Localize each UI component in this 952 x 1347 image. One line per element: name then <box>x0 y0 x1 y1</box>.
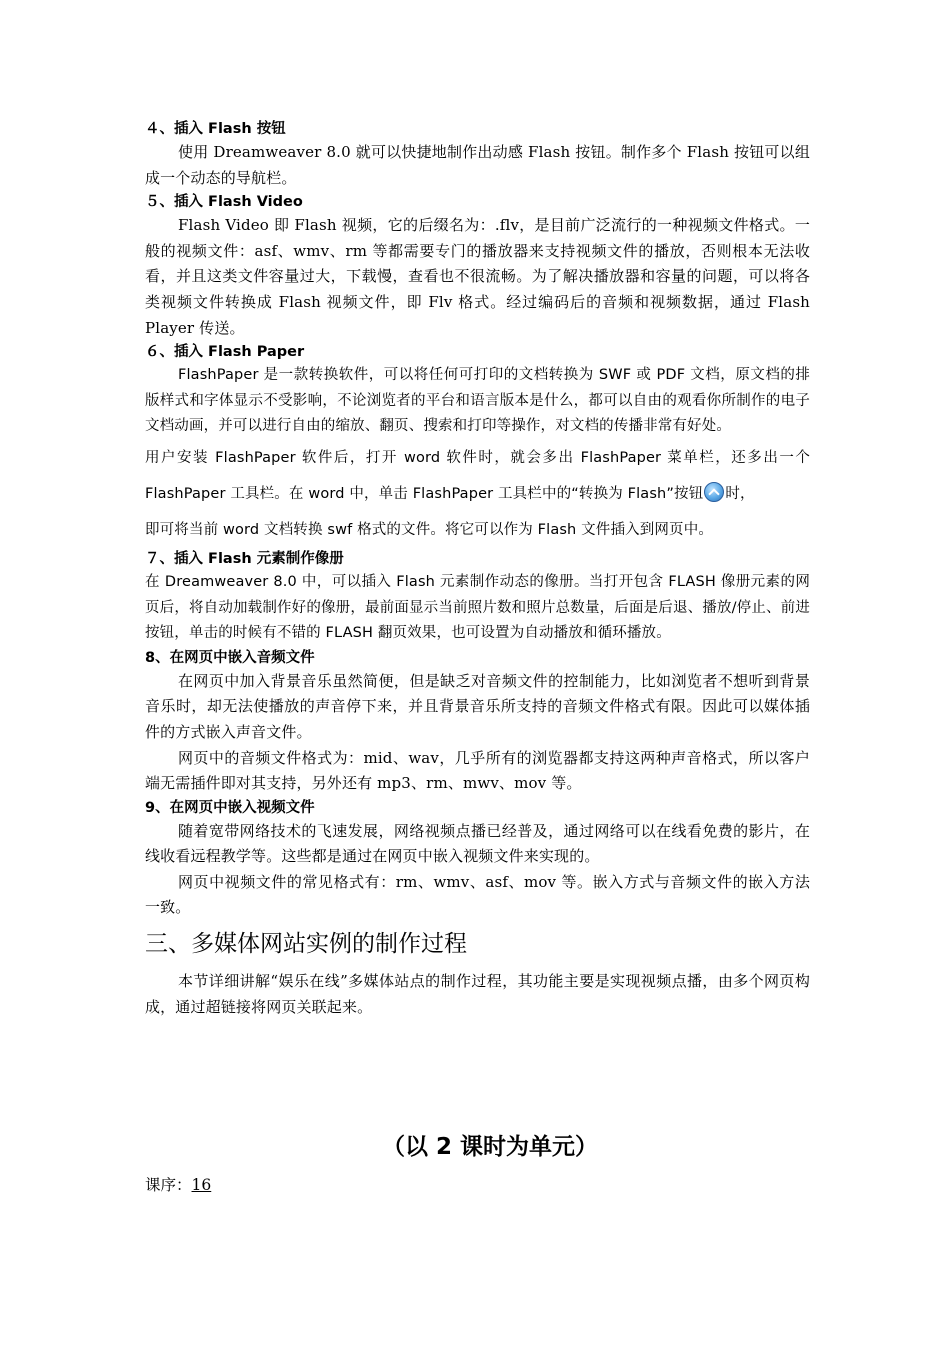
heading-embed-audio: 8、在网页中嵌入音频文件 <box>145 649 315 666</box>
heading-insert-flash-paper: ６、插入 Flash Paper <box>145 344 305 361</box>
unit-heading: （以 2 课时为单元） <box>381 1134 599 1160</box>
paragraph-embed-audio-1: 在网页中加入背景音乐虽然简便，但是缺乏对音频文件的控制能力，比如浏览者不想听到背景音乐时，却无法使播放的声音停下来，并且背景音乐所支持的音频文件格式有限。因此可以媒体插件的方式嵌入声音文件。 <box>145 671 810 741</box>
heading-insert-flash-video: ５、插入 Flash Video <box>145 194 303 211</box>
usage-text-part2: 时， <box>725 485 755 502</box>
lesson-order <box>145 1173 228 1195</box>
convert-to-flash-icon <box>704 482 724 502</box>
heading-embed-video: 9、在网页中嵌入视频文件 <box>145 799 315 816</box>
paragraph-flash-paper-intro: FlashPaper 是一款转换软件，可以将任何可打印的文档转换为 SWF 或 PDF 文档，原文档的排版样式和字体显示不受影响，不论浏览者的平台和语言版本是什么，都可以自由的观看你所制作的电子文档动画，并可以进行自由的缩放、翻页、搜索和打印等操作，对文档的传播非常有好处。 <box>145 367 810 435</box>
lesson-order-label: 课序： <box>145 1176 192 1194</box>
paragraph-flash-paper-result: 即可将当前 word 文档转换 swf 格式的文件。将它可以作为 Flash 文件插入到网页中。 <box>145 521 714 538</box>
paragraph-flash-button: 使用 Dreamweaver 8.0 就可以快捷地制作出动感 Flash 按钮。制作多个 Flash 按钮可以组成一个动态的导航栏。 <box>145 143 810 187</box>
paragraph-flash-paper-usage <box>145 440 810 512</box>
paragraph-embed-video-2: 网页中视频文件的常见格式有：rm、wmv、asf、mov 等。嵌入方式与音频文件的嵌入方法一致。 <box>145 872 810 917</box>
paragraph-embed-audio-2: 网页中的音频文件格式为：mid、wav，几乎所有的浏览器都支持这两种声音格式，所以客户端无需插件即对其支持，另外还有 mp3、rm、mwv、mov 等。 <box>145 748 810 793</box>
document-page <box>145 118 810 1194</box>
heading-insert-flash-button: ４、插入 Flash 按钮 <box>145 121 286 137</box>
section-title: 三、多媒体网站实例的制作过程 <box>145 931 467 958</box>
paragraph-flash-album: 在 Dreamweaver 8.0 中，可以插入 Flash 元素制作动态的像册。当打开包含 FLASH 像册元素的网页后，将自动加载制作好的像册，最前面显示当前照片数和照片总数量，后面是后退、播放/停止、前进按钮，单击的时候有不错的 FLASH 翻页效果，也可设置为自动播放和循环播放。 <box>145 573 810 642</box>
paragraph-embed-video-1: 随着宽带网络技术的飞速发展，网络视频点播已经普及，通过网络可以在线看免费的影片，在线收看远程教学等。这些都是通过在网页中嵌入视频文件来实现的。 <box>145 821 810 866</box>
paragraph-flash-video: Flash Video 即 Flash 视频，它的后缀名为：.flv，是目前广泛流行的一种视频文件格式。一般的视频文件：asf、wmv、rm 等都需要专门的播放器来支持视频文件的播放，否则根本无法收看，并且这类文件容量过大，下载慢，查看也不很流畅。为了解决播放器和容量的问题，可以将各类视频文件转换成 Flash 视频文件，即 Flv 格式。经过编码后的音频和视频数据，通过 Flash Player 传送。 <box>145 216 810 337</box>
heading-flash-album: ７、插入 Flash 元素制作像册 <box>145 550 344 567</box>
lesson-order-value: 16 <box>191 1176 212 1194</box>
paragraph-section-intro: 本节详细讲解“娱乐在线”多媒体站点的制作过程，其功能主要是实现视频点播，由多个网页构成，通过超链接将网页关联起来。 <box>145 972 810 1016</box>
usage-text-part1: 用户安装 FlashPaper 软件后，打开 word 软件时，就会多出 FlashPaper 菜单栏，还多出一个 FlashPaper 工具栏。在 word 中，单击 FlashPaper 工具栏中的“转换为 Flash”按钮 <box>145 449 810 502</box>
